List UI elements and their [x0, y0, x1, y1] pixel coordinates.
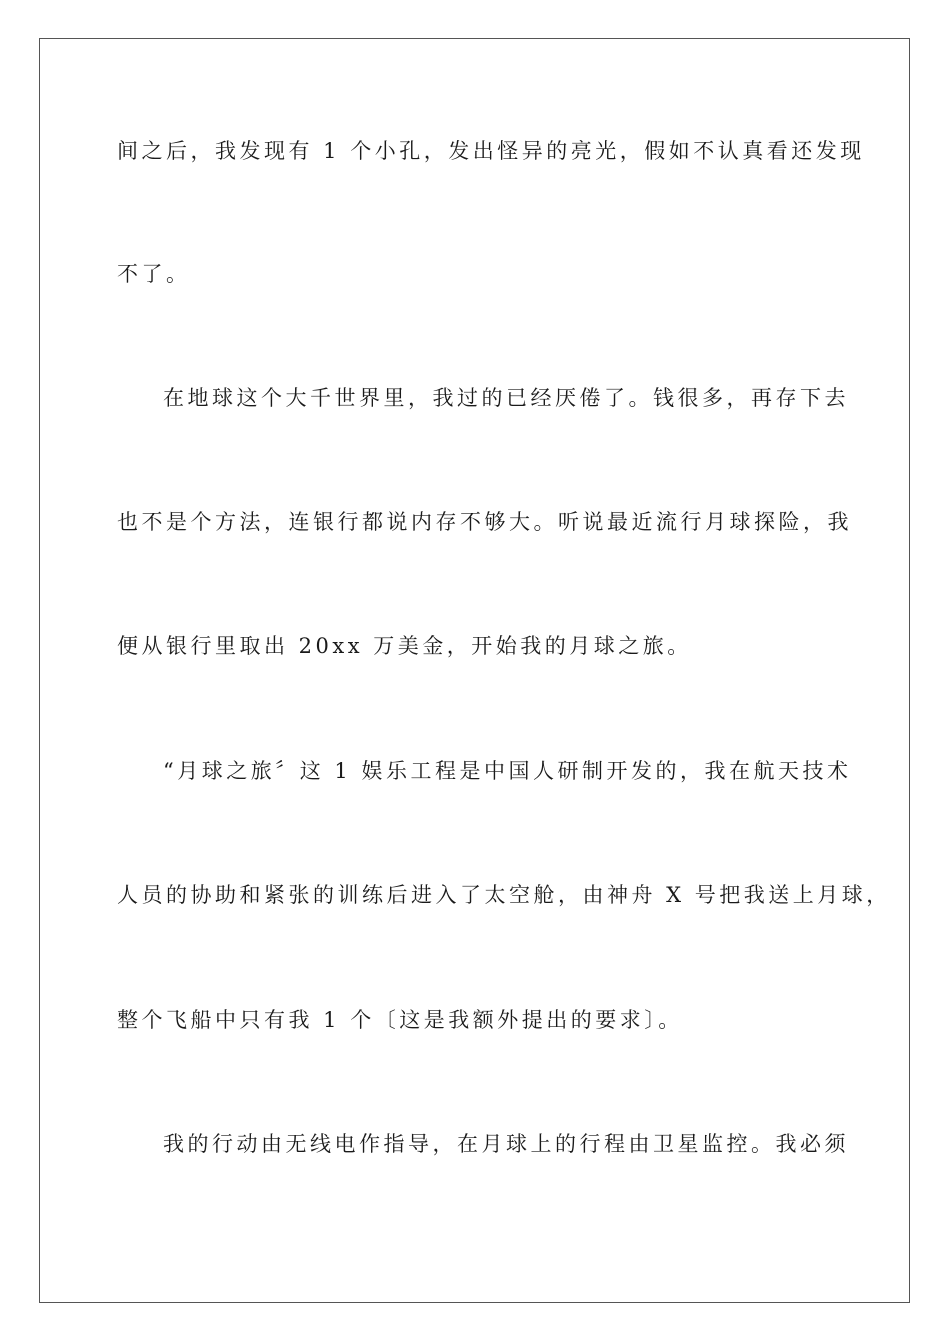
page-border [39, 38, 910, 1303]
text-line-1: 间之后，我发现有 1 个小孔，发出怪异的亮光，假如不认真看还发现 [117, 139, 865, 163]
text-line-7: 人员的协助和紧张的训练后进入了太空舱，由神舟 X 号把我送上月球， [117, 883, 891, 907]
text-line-2: 不了。 [117, 262, 191, 286]
text-line-8: 整个飞船中只有我 1 个〔这是我额外提出的要求〕。 [117, 1008, 683, 1032]
text-line-5: 便从银行里取出 20xx 万美金，开始我的月球之旅。 [117, 634, 692, 658]
text-line-9: 我的行动由无线电作指导，在月球上的行程由卫星监控。我必须 [163, 1132, 849, 1156]
text-line-3: 在地球这个大千世界里，我过的已经厌倦了。钱很多，再存下去 [163, 386, 849, 410]
text-line-6: “月球之旅〞这 1 娱乐工程是中国人研制开发的，我在航天技术 [163, 759, 852, 783]
text-line-4: 也不是个方法，连银行都说内存不够大。听说最近流行月球探险，我 [117, 510, 852, 534]
